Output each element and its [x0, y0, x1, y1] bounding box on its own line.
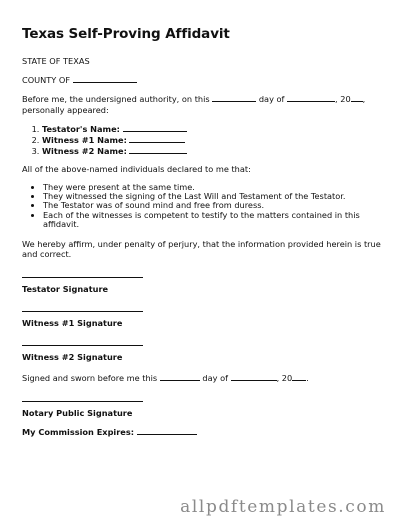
- witness1-name-label: Witness #1 Name:: [42, 135, 127, 146]
- list-item: • They were present at the same time.: [43, 183, 392, 192]
- sworn-month-blank[interactable]: [231, 372, 277, 381]
- witness1-name-blank[interactable]: [129, 134, 185, 143]
- county-label: COUNTY OF: [22, 75, 71, 86]
- intro-year-blank[interactable]: [351, 93, 363, 102]
- intro-before: Before me, the undersigned authority, on this: [22, 94, 210, 105]
- sworn-paragraph: [22, 372, 392, 383]
- testator-signature-line[interactable]: [22, 277, 143, 278]
- list-item: • Each of the witnesses is competent to testify to the matters contained in this affidavit.: [43, 211, 392, 230]
- declared-intro: All of the above-named individuals declared to me that:: [22, 164, 251, 175]
- testator-signature-label: Testator Signature: [22, 284, 109, 295]
- document-title: Texas Self-Proving Affidavit: [22, 26, 230, 42]
- list-item: [42, 145, 392, 156]
- intro-month-blank[interactable]: [287, 93, 335, 102]
- affidavit-document: [22, 26, 392, 437]
- testator-name-blank[interactable]: [123, 123, 187, 132]
- sworn-year-prefix: , 20: [276, 373, 293, 384]
- sworn-end: .: [306, 373, 309, 384]
- list-item: [42, 123, 392, 134]
- intro-day-of: day of: [258, 94, 285, 105]
- people-list: [22, 123, 392, 157]
- watermark-logo: allpdftemplates.com: [180, 497, 386, 517]
- county-blank[interactable]: [73, 74, 137, 83]
- witness2-signature-label: Witness #2 Signature: [22, 352, 123, 363]
- testator-name-label: Testator's Name:: [42, 123, 120, 134]
- intro-year-prefix: , 20: [335, 94, 351, 105]
- list-item: • They witnessed the signing of the Last Will and Testament of the Testator.: [43, 192, 392, 201]
- list-item: • The Testator was of sound mind and free from duress.: [43, 201, 392, 210]
- notary-signature-label: Notary Public Signature: [22, 408, 133, 419]
- commission-line: [22, 426, 392, 437]
- commission-label: My Commission Expires:: [22, 427, 134, 438]
- state-line: STATE OF TEXAS: [22, 56, 90, 66]
- witness1-signature-label: Witness #1 Signature: [22, 318, 123, 329]
- affirmation-paragraph: We hereby affirm, under penalty of perjury, that the information provided herein is true and correct.: [22, 238, 381, 259]
- commission-blank[interactable]: [137, 426, 197, 435]
- intro-line2: personally appeared:: [22, 104, 109, 115]
- notary-signature-line[interactable]: [22, 401, 143, 402]
- sworn-day-blank[interactable]: [160, 372, 200, 381]
- county-line: [22, 74, 392, 85]
- sworn-before: Signed and sworn before me this: [22, 373, 158, 384]
- witness2-name-blank[interactable]: [129, 145, 187, 154]
- sworn-year-blank[interactable]: [292, 372, 306, 381]
- intro-day-blank[interactable]: [212, 93, 256, 102]
- list-item: [42, 134, 392, 145]
- witness2-name-label: Witness #2 Name:: [42, 146, 127, 157]
- intro-paragraph: [22, 93, 392, 114]
- intro-end: ,: [362, 94, 366, 105]
- witness1-signature-line[interactable]: [22, 311, 143, 312]
- witness2-signature-line[interactable]: [22, 345, 143, 346]
- declarations-list: [22, 183, 392, 230]
- sworn-day-of: day of: [202, 373, 228, 384]
